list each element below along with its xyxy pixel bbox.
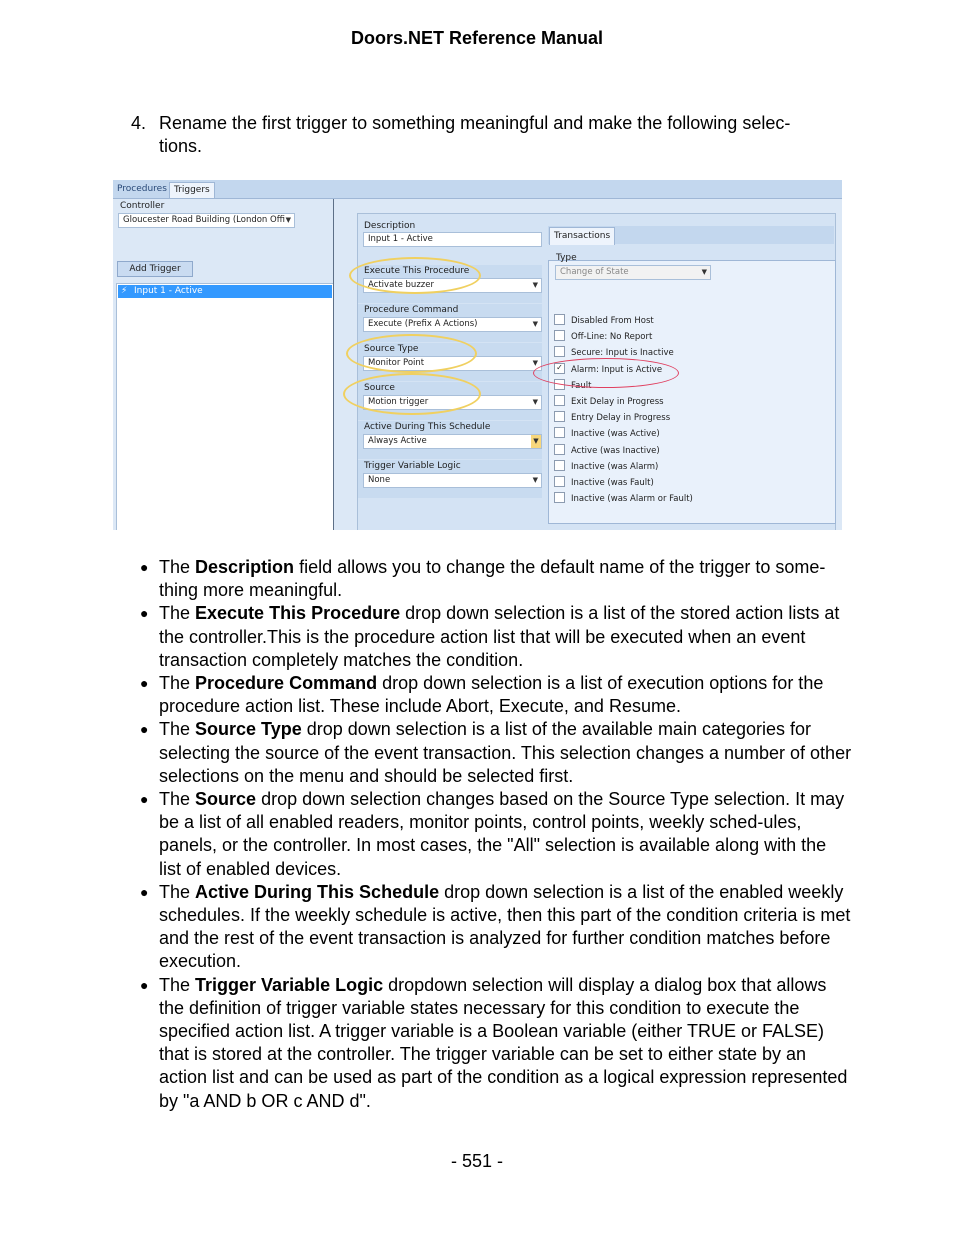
procedure-command-select[interactable] <box>363 317 542 332</box>
active-schedule-label: Active During This Schedule <box>364 422 491 432</box>
bullet-text: The <box>159 557 196 577</box>
bullet-term: Execute This Procedure <box>195 603 401 624</box>
type-label: Type <box>556 253 577 263</box>
checkbox-label: Alarm: Input is Active <box>571 364 663 375</box>
bullet-term: Trigger Variable Logic <box>195 974 384 995</box>
checkbox-row[interactable] <box>554 427 660 441</box>
bullet-list <box>140 556 852 1113</box>
tab-triggers[interactable]: Triggers <box>169 182 215 198</box>
left-pane <box>113 199 333 530</box>
checkbox-label: Fault <box>571 380 592 391</box>
bullet-text: The <box>159 789 196 810</box>
bullet-text: The <box>159 719 196 740</box>
procedure-command-value: Execute (Prefix A Actions) <box>368 319 478 329</box>
bullet-text: dropdown selection will display a dialog box that allows the definition of trigger variable states necessary for this condition to execute the specified action list. A trigger variable is a Boolean variable (either TRUE or FALSE) that is stored at the controller. The trigger variable can be set to either state by an action list and can be used as part of the condition as a logical expression represented by "a AND b OR c AND d". <box>159 974 848 1111</box>
source-value: Motion trigger <box>368 397 429 407</box>
active-schedule-select[interactable] <box>363 434 542 449</box>
procedure-command-label: Procedure Command <box>364 305 459 315</box>
checkbox-icon[interactable] <box>554 411 565 422</box>
checkbox-label: Inactive (was Alarm or Fault) <box>571 494 693 505</box>
bullet-text: The <box>159 974 196 995</box>
bullet-item <box>140 974 852 1113</box>
checkbox-checked-icon[interactable]: ✓ <box>554 363 565 374</box>
source-type-label: Source Type <box>364 344 419 354</box>
execute-procedure-value: Activate buzzer <box>368 280 434 290</box>
controller-label: Controller <box>120 201 165 211</box>
bullet-text: The <box>159 673 196 694</box>
checkbox-row[interactable] <box>554 314 654 328</box>
type-select[interactable] <box>555 265 711 280</box>
execute-procedure-label: Execute This Procedure <box>364 266 470 276</box>
checkbox-label: Disabled From Host <box>571 316 654 326</box>
chevron-down-icon: ▼ <box>531 435 541 448</box>
main-tab-bar <box>113 180 842 199</box>
bullet-text: The <box>159 881 196 902</box>
chevron-down-icon: ▼ <box>532 320 538 328</box>
controller-value: Gloucester Road Building (London Offi <box>123 215 285 225</box>
list-item[interactable] <box>118 285 332 298</box>
checkbox-row[interactable] <box>554 492 693 506</box>
active-schedule-value: Always Active <box>368 436 427 446</box>
bullet-item <box>140 602 852 672</box>
bullet-item <box>140 556 852 602</box>
type-value: Change of State <box>560 267 629 277</box>
bullet-term: Source <box>195 789 257 810</box>
checkbox-row[interactable] <box>554 476 654 490</box>
page-number: - 551 - <box>450 1151 504 1171</box>
tab-procedures[interactable]: Procedures <box>117 184 167 194</box>
chevron-down-icon: ▼ <box>701 268 707 276</box>
step-text: Rename the first trigger to something meaningful and make the following selec-tions. <box>159 113 791 156</box>
tab-transactions[interactable]: Transactions <box>549 227 615 245</box>
description-input[interactable]: Input 1 - Active <box>363 232 542 247</box>
checkbox-icon[interactable] <box>554 395 565 406</box>
checkbox-label: Active (was Inactive) <box>571 445 660 456</box>
checkbox-icon[interactable] <box>554 460 565 471</box>
checkbox-label: Exit Delay in Progress <box>571 397 664 407</box>
checkbox-icon[interactable] <box>554 427 565 438</box>
add-trigger-button[interactable]: Add Trigger <box>117 261 193 277</box>
bullet-dot-icon: ● <box>140 976 149 993</box>
checkbox-label: Off-Line: No Report <box>571 332 653 343</box>
checkbox-label: Inactive (was Alarm) <box>571 461 659 472</box>
description-label: Description <box>364 221 416 231</box>
trigger-detail-pane <box>357 213 836 530</box>
checkbox-label: Inactive (was Active) <box>571 429 660 440</box>
bullet-text: drop down selection changes based on the Source Type selection. It may be a list of all enabled readers, monitor points, control points, weekly sched-ules, panels, or the controller. In most cases, the "All" selection is available along with the list of enabled devices. <box>159 789 845 879</box>
bullet-text: The <box>159 603 196 624</box>
bullet-text: drop down selection is a list of the enabled weekly schedules. If the weekly schedule is active, then this part of the condition criteria is met and the rest of the event transaction is analyzed for further condition matches before execution. <box>159 881 851 972</box>
chevron-down-icon: ▼ <box>532 359 538 367</box>
checkbox-row[interactable] <box>554 330 652 344</box>
bullet-term: Description <box>195 557 295 577</box>
checkbox-row[interactable] <box>554 395 664 409</box>
checkbox-icon[interactable] <box>554 330 565 341</box>
checkbox-row[interactable] <box>554 444 660 458</box>
checkbox-icon[interactable] <box>554 346 565 357</box>
bullet-dot-icon: ● <box>140 791 149 808</box>
highlight-oval <box>346 334 477 373</box>
checkbox-row[interactable] <box>554 411 670 425</box>
source-type-value: Monitor Point <box>368 358 425 368</box>
chevron-down-icon: ▼ <box>532 281 538 289</box>
bullet-text: drop down selection is a list of execution options for the procedure action list. These include Abort, Execute, and Resume. <box>159 673 824 717</box>
source-label: Source <box>364 383 395 393</box>
chevron-down-icon: ▼ <box>532 398 538 406</box>
bullet-term: Active During This Schedule <box>195 881 440 902</box>
bullet-item <box>140 788 852 881</box>
checkbox-icon[interactable] <box>554 476 565 487</box>
bullet-text: drop down selection is a list of the available main categories for selecting the source of the event transaction. This selection changes a number of other selections on the menu and should be selected first. <box>159 719 852 786</box>
bullet-item <box>140 881 852 974</box>
pane-divider <box>333 199 334 530</box>
highlight-oval <box>349 257 481 294</box>
checkbox-row[interactable] <box>554 460 658 474</box>
bullet-term: Procedure Command <box>195 673 378 694</box>
bullet-dot-icon: ● <box>140 721 149 738</box>
bullet-dot-icon: ● <box>140 559 149 575</box>
chevron-down-icon: ▼ <box>532 476 538 484</box>
checkbox-label: Inactive (was Fault) <box>571 478 654 488</box>
bullet-dot-icon: ● <box>140 605 149 622</box>
trigger-variable-logic-value: None <box>368 475 391 485</box>
trigger-list <box>116 283 334 530</box>
checkbox-icon[interactable] <box>554 492 565 503</box>
highlight-oval-alarm <box>533 358 679 388</box>
bullet-term: Source Type <box>195 719 302 740</box>
bullet-item <box>140 718 852 788</box>
triggers-screenshot <box>113 180 842 530</box>
checkbox-icon[interactable] <box>554 314 565 325</box>
checkbox-label: Entry Delay in Progress <box>571 413 671 424</box>
checkbox-icon[interactable] <box>554 444 565 455</box>
bullet-dot-icon: ● <box>140 883 149 900</box>
bullet-item <box>140 672 852 718</box>
bullet-text: drop down selection is a list of the stored action lists at the controller.This is the procedure action list that will be executed when an event transaction completely matches the condition. <box>159 603 840 670</box>
checkbox-label: Secure: Input is Inactive <box>571 348 674 359</box>
chevron-down-icon: ▼ <box>285 216 291 224</box>
trigger-variable-logic-label: Trigger Variable Logic <box>364 461 461 471</box>
trigger-icon: ⚡ <box>121 286 128 296</box>
trigger-variable-logic-select[interactable] <box>363 473 542 488</box>
bullet-text: field allows you to change the default name of the trigger to some-thing more meaningful. <box>159 557 826 601</box>
controller-select[interactable] <box>118 213 295 228</box>
step-number: 4. <box>131 113 147 133</box>
bullet-dot-icon: ● <box>140 675 149 692</box>
page-header: Doors.NET Reference Manual <box>350 28 604 48</box>
trigger-item-label: Input 1 - Active <box>134 286 203 296</box>
highlight-oval <box>343 373 481 415</box>
